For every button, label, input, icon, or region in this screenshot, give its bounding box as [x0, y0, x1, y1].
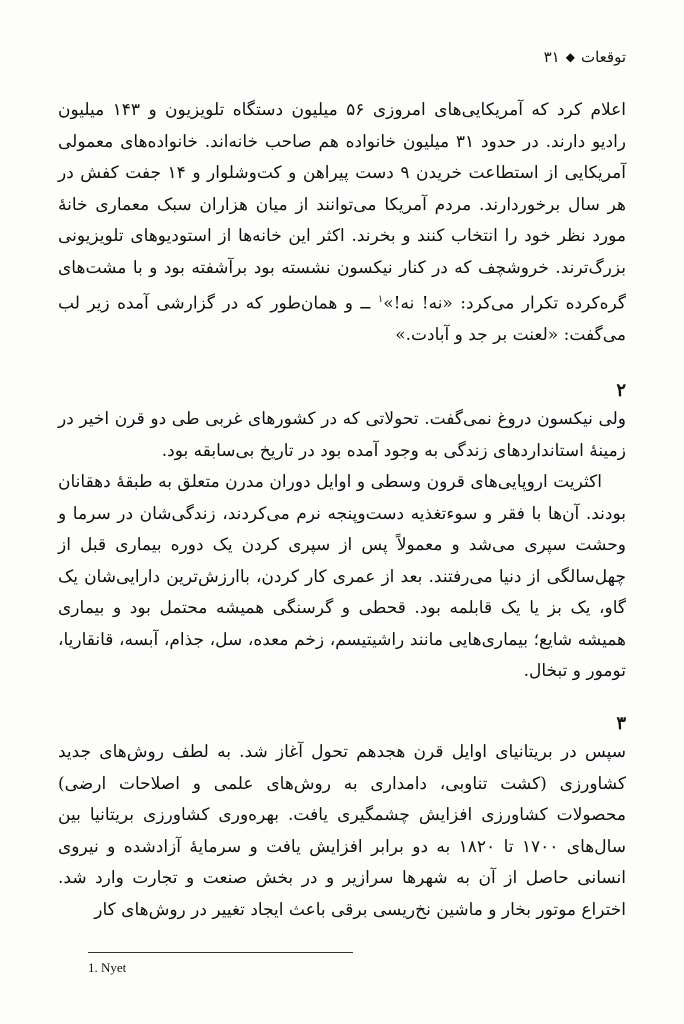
footnote-ref: ۱: [377, 294, 384, 305]
paragraph-1: [58, 95, 626, 352]
paragraph-1-block: [58, 95, 626, 352]
section-number-3: ۳: [616, 713, 626, 734]
paragraph-4: سپس در بریتانیای اوایل قرن هجدهم تحول آغاز شد. به لطف روش‌های جدید کشاورزی (کشت تناوبی، دامداری به روش‌های علمی و اصلاحات ارضی) محصولات کشاورزی افزایش چشمگیری یافت. بهره‌وری کشاورزی بریتانیا بین سال‌های ۱۷۰۰ تا ۱۸۲۰ به دو برابر افزایش یافت و سرمایهٔ آزادشده و نیروی انسانی حاصل از آن به شهرها سرازیر و در بخش صنعت و تجارت وارد شد. اختراع موتور بخار و ماشین نخ‌ریسی برقی باعث ایجاد تغییر در روش‌های کار: [58, 742, 626, 920]
footnote: 1. Nyet: [88, 960, 127, 975]
paragraph-1-end-text: ــ و همان‌طور که در گزارشی آمده زیر لب می‌گفت: «لعنت بر جد و آبادت.»: [58, 293, 626, 346]
footnote-divider: [88, 952, 353, 953]
header-title: توقعات: [580, 48, 626, 66]
section-3-block: [58, 737, 626, 926]
paragraph-2: ولی نیکسون دروغ نمی‌گفت. تحولاتی که در کشورهای غربی طی دو قرن اخیر در زمینهٔ استانداردهای زندگی به وجود آمده بود در تاریخ بی‌سابقه بود.: [58, 409, 626, 461]
running-header: [544, 48, 626, 66]
paragraph-3: اکثریت اروپایی‌های قرون وسطی و اوایل دوران مدرن متعلق به طبقهٔ دهقانان بودند. آن‌ها با فقر و سوءتغذیه دست‌وپنجه نرم می‌کردند، زندگی‌شان در سرما و وحشت سپری می‌شد و معمولاً پس از سپری کردن یک دوره بیماری قبل از چهل‌سالگی از دنیا می‌رفتند. بعد از عمری کار کردن، باارزش‌ترین دارایی‌شان یک گاو، یک بز یا یک قابلمه بود. قحطی و گرسنگی همیشه محتمل بود و بیماری همیشه شایع؛ بیماری‌هایی مانند راشیتیسم، زخم معده، سل، جذام، آبسه، قانقاریا، تومور و تبخال.: [58, 472, 626, 681]
diamond-icon: ◆: [565, 50, 575, 64]
section-number-2: ۲: [616, 380, 626, 401]
page-number: ۳۱: [543, 48, 560, 66]
section-2-block: [58, 404, 626, 688]
paragraph-1-text: اعلام کرد که آمریکایی‌های امروزی ۵۶ میلیون دستگاه تلویزیون و ۱۴۳ میلیون رادیو دارند. در حدود ۳۱ میلیون خانواده هم صاحب خانه‌اند. خانواده‌های معمولی آمریکایی از استطاعت خریدن ۹ دست پیراهن و کت‌وشلوار و ۱۴ جفت کفش در هر سال برخوردارند. مردم آمریکا می‌توانند از میان هزاران سبک معماری خانهٔ مورد نظر خود را انتخاب کنند و بخرند. اکثر این خانه‌ها از استودیوهای تلویزیونی بزرگ‌ترند. خروشچف که در کنار نیکسون نشسته بود برآشفته بود و با مشت‌های گره‌کرده تکرار می‌کرد: «نه! نه!»: [58, 100, 626, 314]
